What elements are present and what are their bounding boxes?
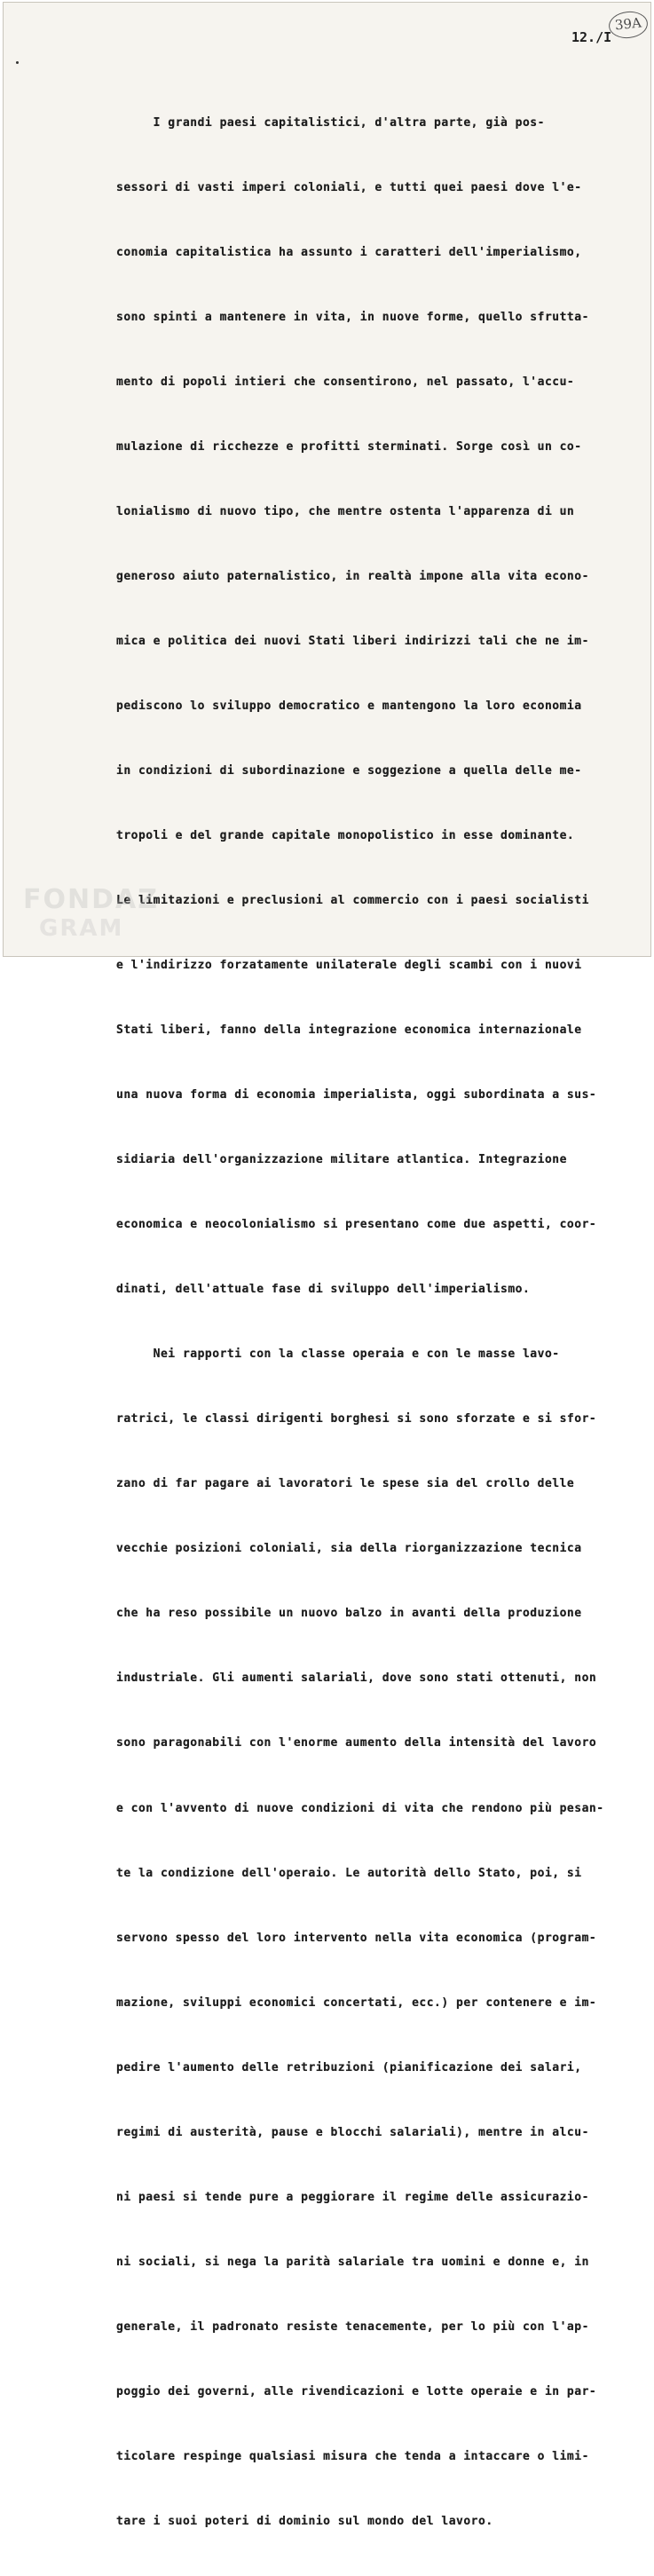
text-line: dinati, dell'attuale fase di sviluppo dell'imperialismo. — [116, 1283, 531, 1297]
text-line: zano di far pagare ai lavoratori le spese sia del crollo delle — [116, 1477, 575, 1491]
text-line: ratrici, le classi dirigenti borghesi si sono sforzate e si sfor- — [116, 1412, 597, 1426]
text-line: poggio dei governi, alle rivendicazioni e lotte operaie e in par- — [116, 2384, 597, 2398]
text-line: te la condizione dell'operaio. Le autorità dello Stato, poi, si — [116, 1866, 582, 1880]
text-line: sidiaria dell'organizzazione militare atlantica. Integrazione — [116, 1153, 567, 1167]
text-line: generale, il padronato resiste tenacemente, per lo più con l'ap- — [116, 2319, 589, 2334]
text-line: conomia capitalistica ha assunto i caratteri dell'imperialismo, — [116, 245, 582, 259]
text-line: economica e neocolonialismo si presentano come due aspetti, coor- — [116, 1218, 597, 1232]
text-line: Nei rapporti con la classe operaia e con le masse lavo- — [116, 1347, 560, 1362]
text-line: in condizioni di subordinazione e soggezione a quella delle me- — [116, 764, 582, 778]
text-line: mazione, sviluppi economici concertati, ecc.) per contenere e im- — [116, 1995, 597, 2010]
text-line: pedire l'aumento delle retribuzioni (pianificazione dei salari, — [116, 2060, 582, 2074]
text-line: generoso aiuto paternalistico, in realtà impone alla vita econo- — [116, 569, 589, 583]
text-line: tare i suoi poteri di dominio sul mondo del lavoro. — [116, 2514, 493, 2528]
text-line: sessori di vasti imperi coloniali, e tutti quei paesi dove l'e- — [116, 180, 582, 194]
paper-speck — [16, 61, 19, 64]
typewritten-body — [116, 69, 604, 2576]
text-line: regimi di austerità, pause e blocchi salariali), mentre in alcu- — [116, 2125, 589, 2139]
text-line: una nuova forma di economia imperialista, oggi subordinata a sus- — [116, 1088, 597, 1102]
text-line: tropoli e del grande capitale monopolistico in esse dominante. — [116, 829, 575, 843]
text-line: ticolare respinge qualsiasi misura che tenda a intaccare o limi- — [116, 2449, 589, 2463]
document-page — [3, 2, 651, 2528]
text-line: I grandi paesi capitalistici, d'altra parte, già pos- — [116, 115, 545, 130]
text-line: mica e politica dei nuovi Stati liberi indirizzi tali che ne im- — [116, 634, 589, 648]
text-line: che ha reso possibile un nuovo balzo in avanti della produzione — [116, 1607, 582, 1621]
archive-stamp: 39A — [608, 10, 650, 40]
text-line: mulazione di ricchezze e profitti sterminati. Sorge così un co- — [116, 439, 582, 454]
text-line: sono spinti a mantenere in vita, in nuove forme, quello sfrutta- — [116, 310, 589, 324]
text-line: servono spesso del loro intervento nella vita economica (program- — [116, 1931, 597, 1945]
text-line: Stati liberi, fanno della integrazione economica internazionale — [116, 1023, 582, 1038]
foundation-watermark: FONDAZ — [23, 884, 159, 915]
text-line: e con l'avvento di nuove condizioni di vita che rendono più pesan- — [116, 1801, 604, 1815]
text-line: e l'indirizzo forzatamente unilaterale degli scambi con i nuovi — [116, 959, 582, 973]
text-line: sono paragonabili con l'enorme aumento della intensità del lavoro — [116, 1736, 597, 1750]
foundation-watermark-secondary: GRAM — [39, 915, 124, 942]
page-number: 12./I — [571, 29, 612, 45]
text-line: Le limitazioni e preclusioni al commercio con i paesi socialisti — [116, 894, 589, 908]
text-line: ni paesi si tende pure a peggiorare il regime delle assicurazio- — [116, 2190, 589, 2204]
text-line: industriale. Gli aumenti salariali, dove sono stati ottenuti, non — [116, 1671, 597, 1686]
text-line: ni sociali, si nega la parità salariale tra uomini e donne e, in — [116, 2255, 589, 2269]
text-line: mento di popoli intieri che consentirono, nel passato, l'accu- — [116, 375, 575, 389]
text-line: lonialismo di nuovo tipo, che mentre ostenta l'apparenza di un — [116, 504, 575, 518]
text-line: pediscono lo sviluppo democratico e mantengono la loro economia — [116, 699, 582, 713]
text-line: vecchie posizioni coloniali, sia della riorganizzazione tecnica — [116, 1542, 582, 1556]
